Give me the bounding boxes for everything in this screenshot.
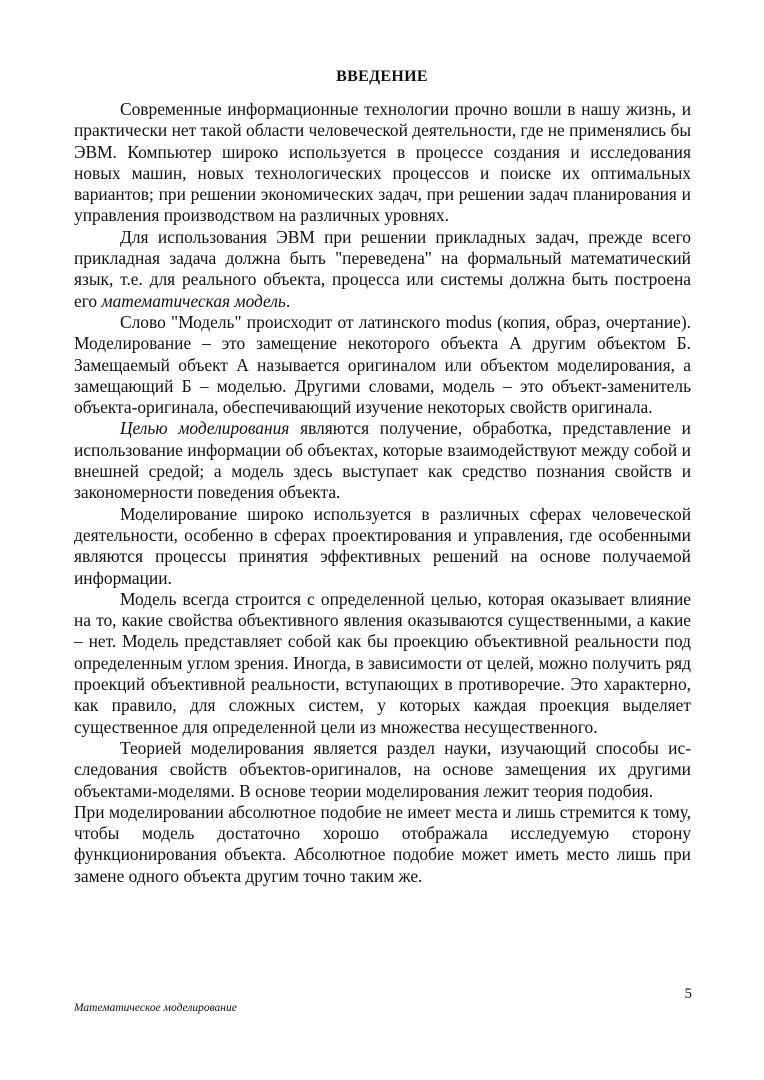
footer-title: Математическое моделирование (74, 1002, 237, 1014)
paragraph-8: При моделировании абсолютное подобие не имеет места и лишь стремится к тому, чтобы модель достаточно хорошо отображала исследуемую сторону функционирования объекта. Абсолютное подобие может иметь место лишь при замене одного объекта другим точно таким же. (74, 801, 691, 886)
paragraph-7: Теорией моделирования является раздел науки, изучающий способы исследования свойств объектов-оригиналов, на основе замещения их другими объектами-моделями. В основе теории моделирования лежит теория подобия. (74, 737, 691, 801)
paragraph-2 (74, 227, 691, 312)
term-modeling-goal: Целью моделирования (120, 418, 290, 439)
term-mathematical-model: математическая модель (101, 290, 286, 311)
paragraph-4-text: являются получение, обработка, представление и использование информации об объектах, которые взаимодействуют между собой и внешней средой; а модель здесь выступает как средство познания свойств и закономерности поведения объекта. (74, 418, 691, 503)
page-title: ВВЕДЕНИЕ (336, 68, 428, 85)
paragraph-2-end: . (285, 290, 291, 311)
paragraph-2-text: Для использования ЭВМ при решении прикладных задач, прежде всего прикладная задача должна быть "переведена" на формальный математический язык, т.е. для реального объекта, процесса или системы должна быть построена его (74, 226, 691, 311)
paragraph-3: Слово "Модель" происходит от латинского modus (копия, образ, очертание). Моделирование – это замещение некоторого объекта А другим объектом Б. Замещаемый объект А называется оригиналом или объектом моделирования, а замещающий Б – моделью. Другими словами, модель – это объект-заменитель объекта-оригинала, обеспечивающий изучение некоторых свойств оригинала. (74, 311, 691, 418)
paragraph-1: Современные информационные технологии прочно вошли в нашу жизнь, и практически нет такой области человеческой деятельности, где не применялись бы ЭВМ. Компьютер широко используется в процессе создания и исследования новых машин, новых технологических процессов и поиске их оптимальных вариантов; при решении экономических задач, при решении задач планирования и управления производством на различных уровнях. (74, 99, 691, 226)
paragraph-6: Модель всегда строится с определенной целью, которая оказывает влияние на то, какие свойства объективного явления оказываются существенными, а какие – нет. Модель представляет собой как бы проекцию объективной реальности под определенным углом зрения. Иногда, в зависимости от целей, можно получить ряд проекций объективной реальности, вступающих в противоречие. Это характерно, как правило, для сложных систем, у которых каждая проекция выделяет существенное для определенной цели из множества несущественного. (74, 588, 691, 737)
body-text (74, 99, 691, 887)
paragraph-5: Моделирование широко используется в различных сферах человеческой деятельности, особенно в сферах проектирования и управления, где особенными являются процессы принятия эффективных решений на основе получаемой информации. (74, 503, 691, 588)
page-number: 5 (684, 986, 692, 1002)
paragraph-4 (74, 418, 691, 503)
